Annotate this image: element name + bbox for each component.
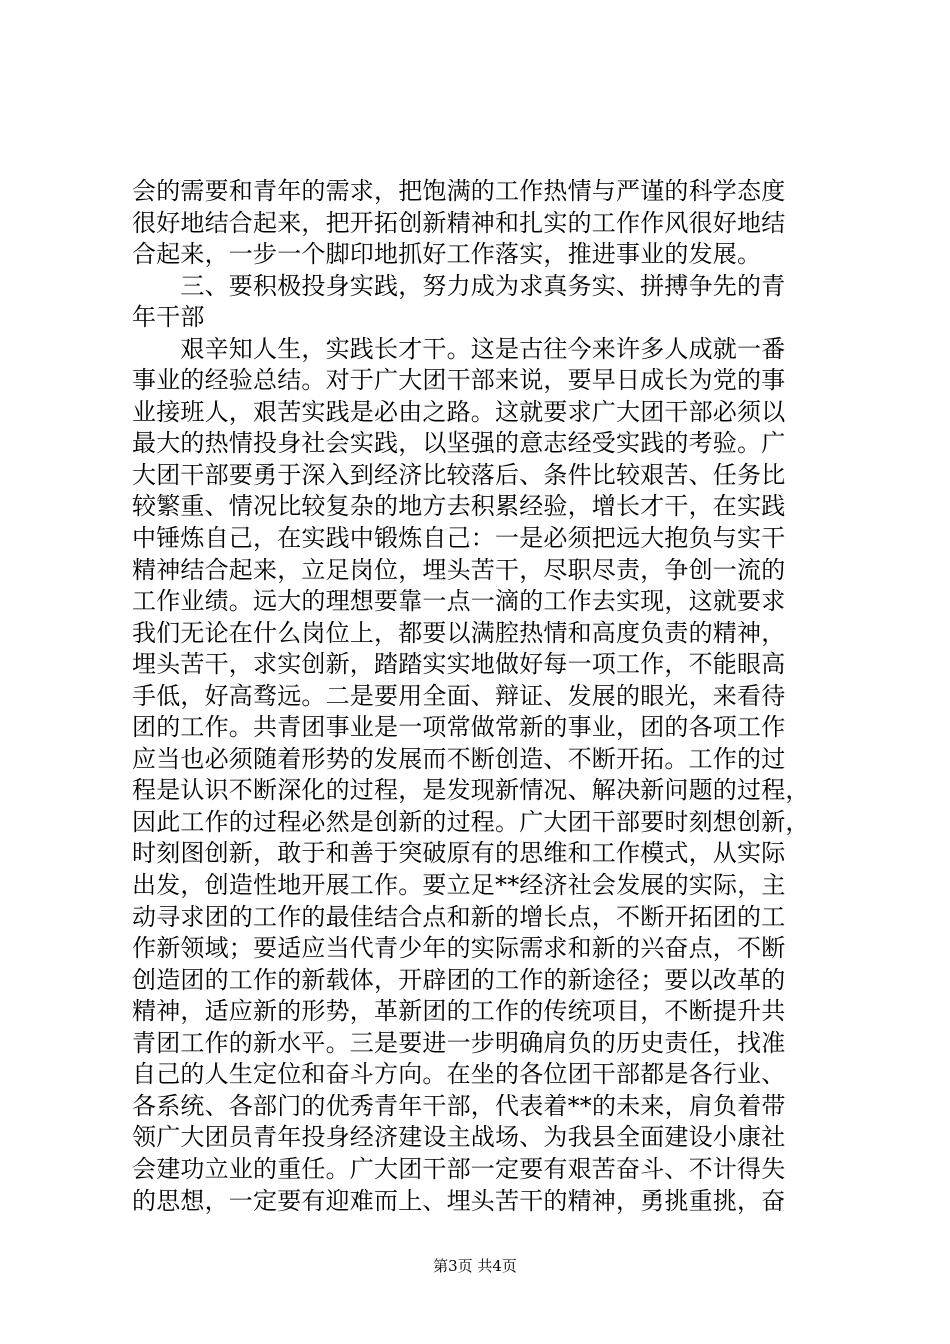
- page-number-footer: 第3页 共4页: [433, 1257, 517, 1275]
- text-line: 作新领域；要适应当代青少年的实际需求和新的兴奋点，不断: [132, 934, 786, 963]
- text-line: 创造团的工作的新载体，开辟团的工作的新途径；要以改革的: [132, 965, 786, 994]
- text-line: 合起来，一步一个脚印地抓好工作落实，推进事业的发展。: [132, 240, 762, 269]
- text-line: 大团干部要勇于深入到经济比较落后、条件比较艰苦、任务比: [132, 460, 786, 489]
- text-line: 各系统、各部门的优秀青年干部，代表着**的未来，肩负着带: [132, 1091, 786, 1120]
- text-line: 因此工作的过程必然是创新的过程。广大团干部要时刻想创新，: [132, 807, 810, 836]
- text-line: 埋头苦干，求实创新，踏踏实实地做好每一项工作，不能眼高: [132, 650, 786, 679]
- text-line: 领广大团员青年投身经济建设主战场、为我县全面建设小康社: [132, 1123, 786, 1152]
- text-line: 精神结合起来，立足岗位，埋头苦干，尽职尽责，争创一流的: [132, 555, 786, 584]
- section-heading-line: 三、要积极投身实践，努力成为求真务实、拼搏争先的青: [132, 271, 786, 300]
- text-line: 时刻图创新，敢于和善于突破原有的思维和工作模式，从实际: [132, 839, 786, 868]
- text-line: 中锤炼自己，在实践中锻炼自己：一是必须把远大抱负与实干: [132, 524, 786, 553]
- text-line: 应当也必须随着形势的发展而不断创造、不断开拓。工作的过: [132, 744, 786, 773]
- text-line: 会建功立业的重任。广大团干部一定要有艰苦奋斗、不计得失: [132, 1154, 786, 1183]
- text-line: 我们无论在什么岗位上，都要以满腔热情和高度负责的精神，: [132, 618, 786, 647]
- text-line: 出发，创造性地开展工作。要立足**经济社会发展的实际，主: [132, 871, 786, 900]
- body-text: [132, 176, 832, 1217]
- text-line: 会的需要和青年的需求，把饱满的工作热情与严谨的科学态度: [132, 177, 786, 205]
- text-line: 很好地结合起来，把开拓创新精神和扎实的工作作风很好地结: [132, 208, 786, 237]
- text-line: 自己的人生定位和奋斗方向。在坐的各位团干部都是各行业、: [132, 1060, 786, 1089]
- text-line: 最大的热情投身社会实践，以坚强的意志经受实践的考验。广: [132, 429, 786, 458]
- text-line: 精神，适应新的形势，革新团的工作的传统项目，不断提升共: [132, 997, 786, 1026]
- text-line: 程是认识不断深化的过程，是发现新情况、解决新问题的过程，: [132, 776, 810, 805]
- text-line: 的思想，一定要有迎难而上、埋头苦干的精神，勇挑重挑，奋: [132, 1186, 786, 1215]
- text-line: 手低，好高骛远。二是要用全面、辩证、发展的眼光，来看待: [132, 681, 786, 710]
- text-line: 事业的经验总结。对于广大团干部来说，要早日成长为党的事: [132, 366, 786, 395]
- text-line: 青团工作的新水平。三是要进一步明确肩负的历史责任，找准: [132, 1028, 786, 1057]
- text-line: 业接班人，艰苦实践是必由之路。这就要求广大团干部必须以: [132, 397, 786, 426]
- text-line: 团的工作。共青团事业是一项常做常新的事业，团的各项工作: [132, 713, 786, 742]
- text-line: 工作业绩。远大的理想要靠一点一滴的工作去实现，这就要求: [132, 587, 786, 616]
- text-line: 动寻求团的工作的最佳结合点和新的增长点，不断开拓团的工: [132, 902, 786, 931]
- section-heading-line: 年干部: [132, 303, 205, 332]
- text-line: 较繁重、情况比较复杂的地方去积累经验，增长才干，在实践: [132, 492, 786, 521]
- text-line: 艰辛知人生，实践长才干。这是古往今来许多人成就一番: [132, 334, 786, 363]
